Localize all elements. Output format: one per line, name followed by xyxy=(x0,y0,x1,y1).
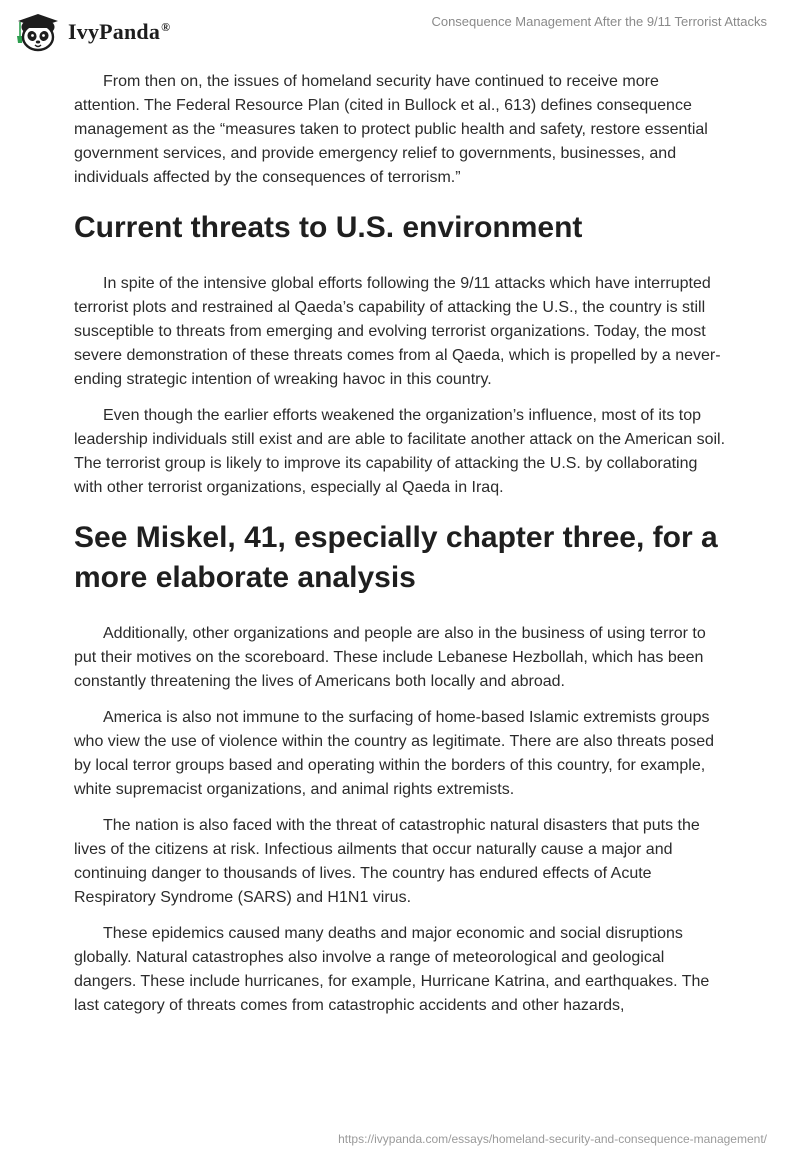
paragraph: Additionally, other organizations and people are also in the business of using terror to put their motives on the scoreboard. These include Lebanese Hezbollah, which has been constantly threatening the lives of Americans both locally and abroad. xyxy=(74,625,706,690)
document-title: Consequence Management After the 9/11 Terrorist Attacks xyxy=(431,14,767,29)
panda-graduate-icon xyxy=(14,10,62,54)
ivypanda-logo[interactable] xyxy=(14,10,170,54)
logo-text: IvyPanda® xyxy=(68,19,171,44)
registered-mark: ® xyxy=(161,19,171,34)
section-heading-miskel: See Miskel, 41, especially chapter three, for a more elaborate analysis xyxy=(74,521,718,594)
intro-paragraph: From then on, the issues of homeland security have continued to receive more attention. The Federal Resource Plan (cited in Bullock et al., 613) defines consequence management as the “measures taken to protect public health and safety, restore essential government services, and provide emergency relief to governments, businesses, and individuals affected by the consequences of terrorism.” xyxy=(74,73,708,186)
paragraph: In spite of the intensive global efforts following the 9/11 attacks which have interrupted terrorist plots and restrained al Qaeda’s capability of attacking the U.S., the country is still susceptible to threats from emerging and evolving terrorist organizations. Today, the most severe demonstration of these threats comes from al Qaeda, which is propelled by a never-ending strategic intention of wreaking havoc in this country. xyxy=(74,275,721,388)
page-header xyxy=(0,0,800,64)
section-heading-current-threats: Current threats to U.S. environment xyxy=(74,211,583,244)
paragraph: Even though the earlier efforts weakened the organization’s influence, most of its top leadership individuals still exist and are able to facilitate another attack on the American soil. The terrorist group is likely to improve its capability of attacking the U.S. by collaborating with other terrorist organizations, especially al Qaeda in Iraq. xyxy=(74,407,726,496)
source-url-link[interactable]: https://ivypanda.com/essays/homeland-security-and-consequence-management/ xyxy=(338,1132,767,1146)
essay-content xyxy=(74,70,726,1030)
paragraph: The nation is also faced with the threat of catastrophic natural disasters that puts the lives of the citizens at risk. Infectious ailments that occur naturally cause a major and continuing danger to thousands of lives. The country has endured effects of Acute Respiratory Syndrome (SARS) and H1N1 virus. xyxy=(74,817,700,906)
paragraph: America is also not immune to the surfacing of home-based Islamic extremists groups who view the use of violence within the country as legitimate. There are also threats posed by local terror groups based and operating within the borders of this country, for example, white supremacist organizations, and animal rights extremists. xyxy=(74,709,715,798)
paragraph: These epidemics caused many deaths and major economic and social disruptions globally. Natural catastrophes also involve a range of meteorological and geological dangers. These include hurricanes, for example, Hurricane Katrina, and earthquakes. The last category of threats comes from catastrophic accidents and other hazards, xyxy=(74,925,710,1014)
